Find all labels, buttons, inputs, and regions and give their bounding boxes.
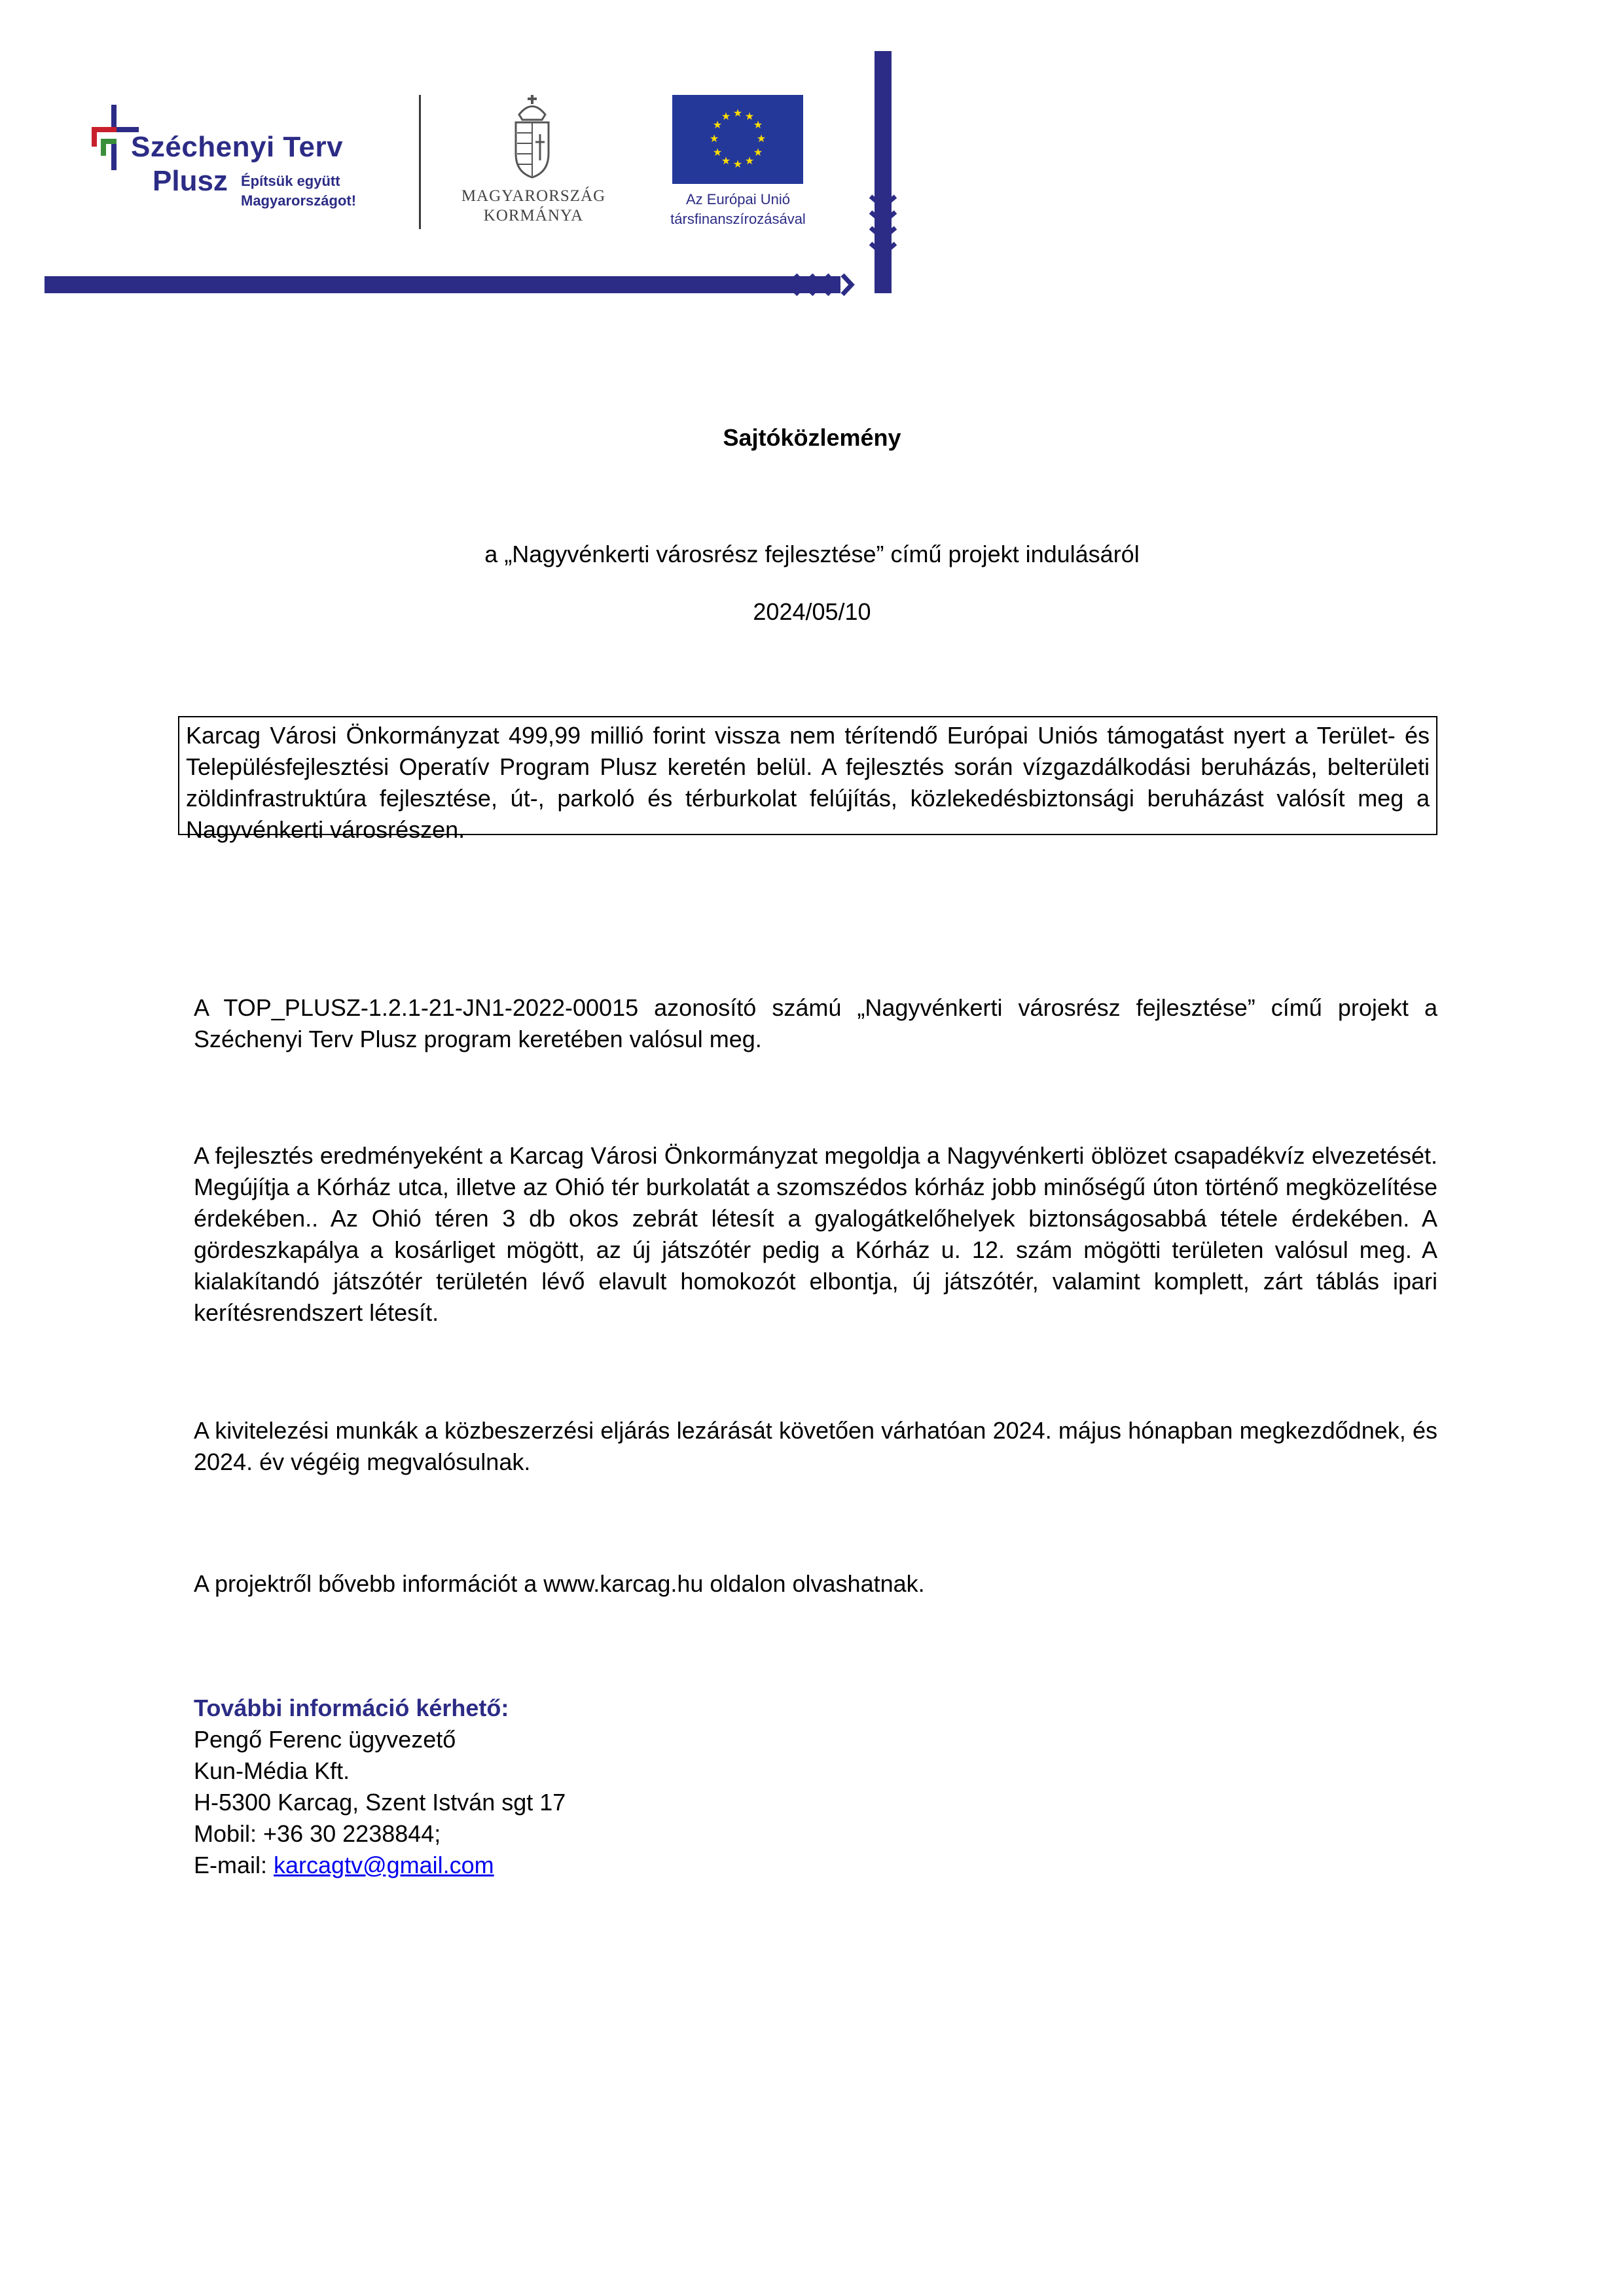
header-bottom-bar bbox=[45, 276, 840, 293]
contact-heading: További információ kérhető: bbox=[194, 1695, 509, 1721]
eu-flag-icon bbox=[672, 95, 803, 184]
contact-address: H-5300 Karcag, Szent István sgt 17 bbox=[194, 1789, 566, 1816]
logo-name-line1: Széchenyi Terv bbox=[131, 131, 344, 163]
svg-text:★: ★ bbox=[721, 110, 731, 122]
svg-text:★: ★ bbox=[732, 158, 743, 170]
svg-text:★: ★ bbox=[753, 118, 763, 131]
logo-divider bbox=[419, 95, 421, 229]
eu-line1: Az Európai Unió bbox=[686, 191, 790, 207]
paragraph-more-info: A projektről bővebb információt a www.karcag.hu oldalon olvashatnak. bbox=[194, 1570, 925, 1597]
eu-label bbox=[648, 190, 828, 229]
svg-text:★: ★ bbox=[744, 154, 755, 167]
logo-slogan-line1: Építsük együtt bbox=[241, 173, 340, 189]
chevrons-right-icon bbox=[789, 270, 874, 300]
coat-of-arms-icon bbox=[509, 95, 555, 180]
paragraph-results: A fejlesztés eredményeként a Karcag Városi Önkormányzat megoldja a Nagyvénkerti öblözet csapadékvíz elvezetését. Megújítja a Kórház utca, illetve az Ohió tér burkolatát a szomszédos kórház jobb minőségű úton történő megközelítése érdekében.. Az Ohió téren 3 db okos zebrát létesít a gyalogátkelőhelyek biztonságosabbá tétele érdekében. A gördeszkapálya a kosárliget mögött, az új játszótér pedig a Kórház u. 12. szám mögötti területen valósul meg. A kialakítandó játszótér területén lévő elavult homokozót elbontja, új játszótér, valamint komplett, zárt táblás ipari kerítésrendszert létesít. bbox=[194, 1142, 1437, 1326]
logo-name-line2: Plusz bbox=[153, 165, 228, 197]
contact-phone: Mobil: +36 30 2238844; bbox=[194, 1820, 441, 1847]
svg-text:★: ★ bbox=[709, 132, 719, 145]
document-title: Sajtóközlemény bbox=[723, 424, 901, 451]
paragraph-project-id: A TOP_PLUSZ-1.2.1-21-JN1-2022-00015 azonosító számú „Nagyvénkerti városrész fejlesztése” című projekt a Széchenyi Terv Plusz program keretében valósul meg. bbox=[194, 994, 1437, 1052]
svg-text:★: ★ bbox=[744, 110, 755, 122]
eu-stars-icon bbox=[672, 95, 803, 184]
government-label bbox=[452, 187, 615, 226]
government-line1: MAGYARORSZÁG bbox=[461, 187, 606, 205]
svg-text:★: ★ bbox=[721, 154, 731, 167]
logo-slogan bbox=[241, 171, 356, 211]
summary-box: Karcag Városi Önkormányzat 499,99 millió forint vissza nem térítendő Európai Uniós támogatást nyert a Terület- és Településfejlesztési Operatív Program Plusz keretén belül. A fejlesztés során vízgazdálkodási beruházás, belterületi zöldinfrastruktúra fejlesztése, út-, parkoló és térburkolat felújítás, közlekedésbiztonsági beruházást valósít meg a Nagyvénkerti városrészen. bbox=[178, 716, 1437, 835]
svg-text:★: ★ bbox=[756, 132, 767, 145]
page-header bbox=[0, 0, 1624, 301]
svg-text:★: ★ bbox=[732, 107, 743, 119]
contact-email-label: E-mail: bbox=[194, 1852, 274, 1878]
svg-text:★: ★ bbox=[712, 146, 723, 158]
contact-company: Kun-Média Kft. bbox=[194, 1757, 350, 1784]
logo-slogan-line2: Magyarországot! bbox=[241, 192, 357, 209]
contact-name: Pengő Ferenc ügyvezető bbox=[194, 1726, 456, 1753]
paragraph-schedule: A kivitelezési munkák a közbeszerzési eljárás lezárását követően várhatóan 2024. május hónapban megkezdődnek, és 2024. év végéig megvalósulnak. bbox=[194, 1417, 1437, 1475]
contact-email-link[interactable]: karcagtv@gmail.com bbox=[274, 1852, 494, 1878]
document-subtitle: a „Nagyvénkerti városrész fejlesztése” című projekt indulásáról bbox=[484, 541, 1140, 567]
chevrons-down-icon bbox=[865, 190, 901, 268]
document-date: 2024/05/10 bbox=[753, 598, 871, 625]
government-line2: KORMÁNYA bbox=[483, 207, 584, 224]
svg-text:★: ★ bbox=[712, 118, 723, 131]
contact-block bbox=[194, 1693, 1110, 1881]
contact-email-row bbox=[194, 1850, 1110, 1881]
eu-line2: társfinanszírozásával bbox=[670, 211, 806, 227]
svg-text:★: ★ bbox=[753, 146, 763, 158]
